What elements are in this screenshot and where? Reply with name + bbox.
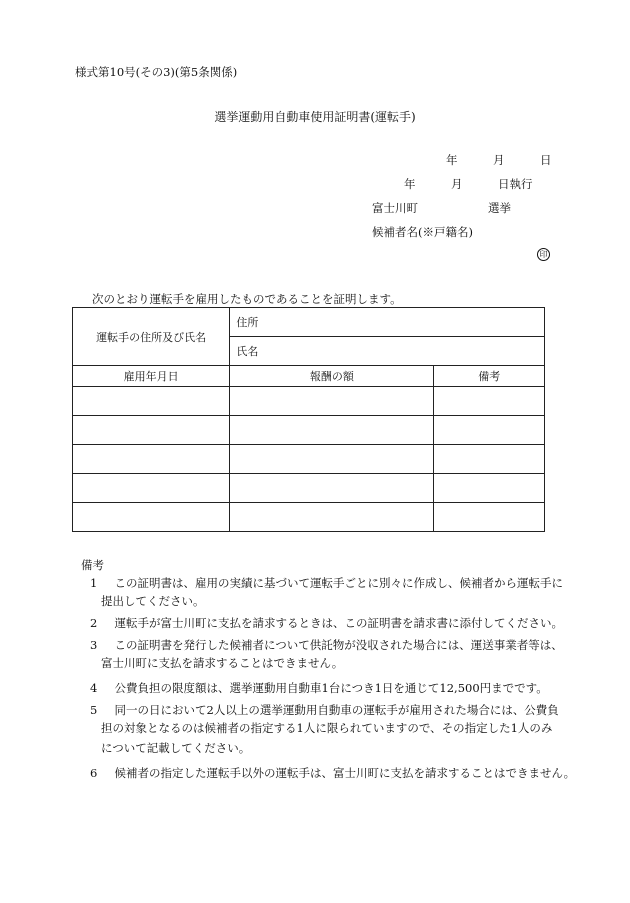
note-item: [90, 573, 563, 593]
note-number: 2: [90, 616, 98, 630]
issue-date: [446, 152, 552, 168]
candidate-name-label: 候補者名(※戸籍名): [372, 225, 473, 239]
table-cell[interactable]: [73, 503, 230, 532]
note-continuation: について記載してください。: [101, 741, 251, 755]
table-row: [73, 474, 545, 503]
note-number: 1: [90, 576, 98, 590]
note-text: この証明書を発行した候補者について供託物が没収された場合には、運送事業者等は、: [114, 638, 563, 652]
election-year-label: 年: [404, 177, 416, 191]
name-field[interactable]: [230, 337, 545, 366]
table-row: [73, 387, 545, 416]
table-cell[interactable]: [230, 387, 434, 416]
table-cell[interactable]: [73, 387, 230, 416]
table-cell[interactable]: [230, 503, 434, 532]
town-line: [372, 200, 511, 216]
driver-label: 運転手の住所及び氏名: [73, 308, 230, 366]
table-cell[interactable]: [434, 387, 545, 416]
note-text: 候補者の指定した運転手以外の運転手は、富士川町に支払を請求することはできません。: [114, 766, 576, 780]
note-number: 5: [90, 703, 98, 717]
name-label: 氏名: [236, 345, 259, 358]
note-continuation: 富士川町に支払を請求することはできません。: [101, 656, 344, 670]
table-cell[interactable]: [73, 416, 230, 445]
note-item: [90, 700, 559, 720]
issue-month-label: 月: [493, 153, 505, 167]
issue-year-label: 年: [446, 153, 458, 167]
note-text: 同一の日において2人以上の選挙運動用自動車の運転手が雇用された場合には、公費負: [114, 703, 559, 717]
election-label: 選挙: [488, 201, 511, 215]
note-number: 4: [90, 681, 98, 695]
address-label: 住所: [236, 316, 259, 329]
column-header-date: 雇用年月日: [73, 366, 230, 387]
address-field[interactable]: [230, 308, 545, 337]
table-cell[interactable]: [434, 445, 545, 474]
notes-title: 備考: [81, 558, 104, 572]
note-item: [90, 763, 575, 783]
driver-table: [72, 307, 545, 532]
note-item: [90, 635, 563, 655]
note-number: 3: [90, 638, 98, 652]
table-cell[interactable]: [434, 474, 545, 503]
note-text: この証明書は、雇用の実績に基づいて運転手ごとに別々に作成し、候補者から運転手に: [114, 576, 563, 590]
table-cell[interactable]: [73, 445, 230, 474]
page-title: 選挙運動用自動車使用証明書(運転手): [214, 110, 416, 124]
note-text: 運転手が富士川町に支払を請求するときは、この証明書を請求書に添付してください。: [114, 616, 563, 630]
note-continuation: 提出してください。: [101, 594, 205, 608]
table-cell[interactable]: [230, 445, 434, 474]
column-header-remarks: 備考: [434, 366, 545, 387]
table-row: [73, 416, 545, 445]
column-header-amount: 報酬の額: [230, 366, 434, 387]
issue-day-label: 日: [540, 153, 552, 167]
table-cell[interactable]: [434, 416, 545, 445]
table-cell[interactable]: [230, 416, 434, 445]
election-date: [404, 176, 533, 192]
note-item: [90, 678, 548, 698]
note-text: 公費負担の限度額は、選挙運動用自動車1台につき1日を通じて12,500円までです。: [114, 681, 548, 695]
seal-mark: 印: [537, 248, 550, 261]
election-month-label: 月: [451, 177, 463, 191]
intro-text: 次のとおり運転手を雇用したものであることを証明します。: [92, 292, 402, 306]
note-item: [90, 613, 563, 633]
note-number: 6: [90, 766, 98, 780]
town-name: 富士川町: [372, 201, 418, 215]
election-day-label: 日執行: [498, 177, 533, 191]
note-continuation: 担の対象となるのは候補者の指定する1人に限られていますので、その指定した1人のみ: [101, 721, 553, 735]
table-cell[interactable]: [230, 474, 434, 503]
table-cell[interactable]: [73, 474, 230, 503]
table-cell[interactable]: [434, 503, 545, 532]
table-row: [73, 445, 545, 474]
table-row: [73, 503, 545, 532]
form-number: 様式第10号(その3)(第5条関係): [75, 65, 238, 79]
